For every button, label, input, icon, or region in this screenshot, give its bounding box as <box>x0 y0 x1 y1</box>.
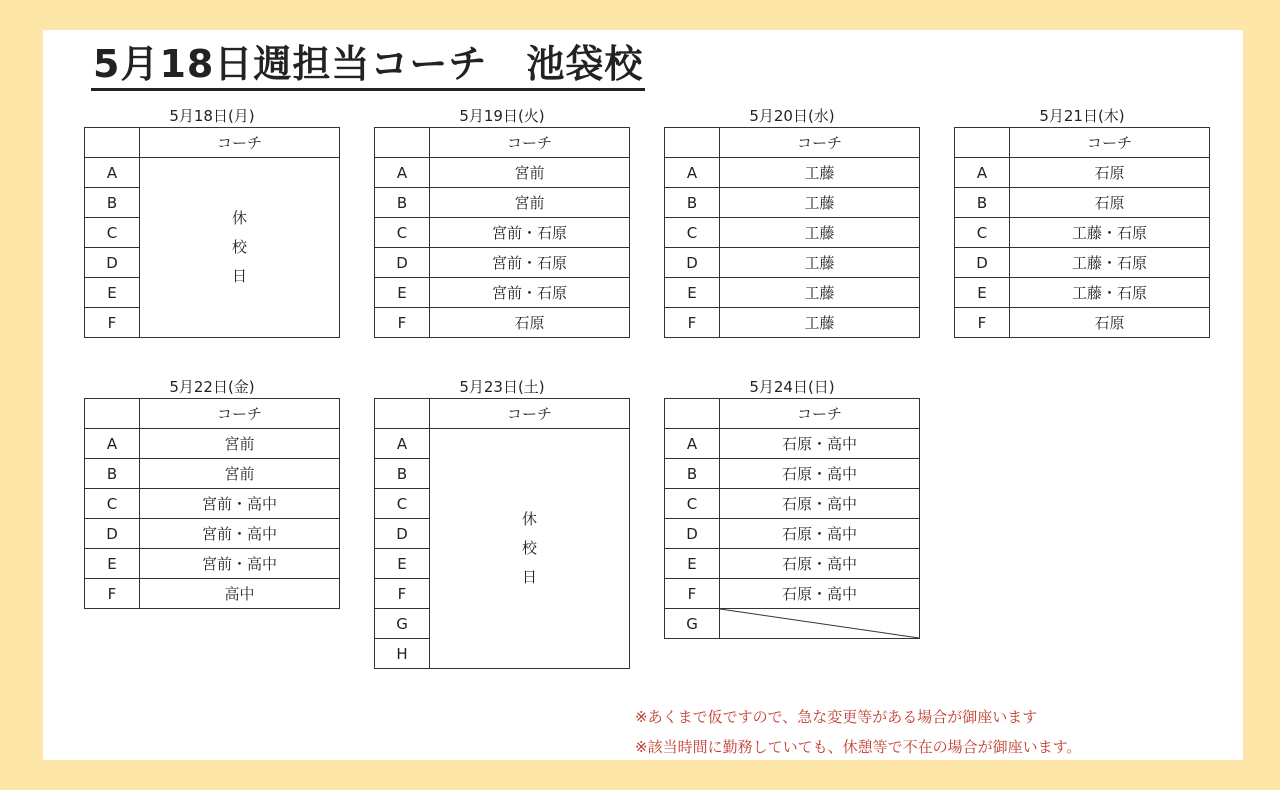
day-label: 5月19日(火) <box>459 107 545 125</box>
closed-day-cell <box>430 429 630 669</box>
day-label: 5月24日(日) <box>749 378 835 396</box>
table-row <box>85 549 340 579</box>
coach-cell: 宮前・高中 <box>140 519 340 549</box>
coach-cell: 宮前・石原 <box>430 278 630 308</box>
slot-label: E <box>955 278 1010 308</box>
header-blank-cell <box>665 128 720 158</box>
slot-label: D <box>375 519 430 549</box>
coach-cell: 石原 <box>1010 188 1210 218</box>
slot-label: A <box>955 158 1010 188</box>
coach-cell: 石原・高中 <box>720 429 920 459</box>
table-row <box>955 308 1210 338</box>
coach-cell: 宮前・高中 <box>140 489 340 519</box>
day-label: 5月23日(土) <box>459 378 545 396</box>
slot-label: B <box>665 188 720 218</box>
slot-label: B <box>665 459 720 489</box>
slot-label: F <box>665 579 720 609</box>
slot-label: D <box>665 248 720 278</box>
slot-label: A <box>665 429 720 459</box>
slot-label: E <box>375 549 430 579</box>
day-schedule <box>664 105 920 338</box>
coach-header: コーチ <box>720 399 920 429</box>
table-row <box>665 248 920 278</box>
slot-label: C <box>85 218 140 248</box>
table-row <box>85 519 340 549</box>
coach-cell: 石原・高中 <box>720 489 920 519</box>
note-1: ※あくまで仮ですので、急な変更等がある場合が御座います <box>635 708 1038 726</box>
slot-label: E <box>85 549 140 579</box>
coach-header: コーチ <box>720 128 920 158</box>
slot-label: B <box>85 188 140 218</box>
slot-label: E <box>665 549 720 579</box>
closed-day-char: 日 <box>231 267 247 285</box>
table-row <box>375 429 630 459</box>
closed-day-char: 校 <box>231 238 247 256</box>
coach-header: コーチ <box>430 399 630 429</box>
coach-header: コーチ <box>1010 128 1210 158</box>
table-row <box>375 158 630 188</box>
slot-label: D <box>85 519 140 549</box>
table-row <box>665 579 920 609</box>
coach-cell: 工藤 <box>720 158 920 188</box>
day-label: 5月22日(金) <box>169 378 255 396</box>
slot-label: A <box>375 158 430 188</box>
coach-cell: 工藤 <box>720 278 920 308</box>
closed-day-char: 休 <box>521 510 537 528</box>
schedule-table <box>374 127 630 338</box>
table-row <box>85 429 340 459</box>
coach-cell: 石原 <box>1010 308 1210 338</box>
table-row <box>375 248 630 278</box>
note-2: ※該当時間に勤務していても、休憩等で不在の場合が御座います。 <box>635 738 1082 756</box>
closed-day-cell <box>140 158 340 338</box>
coach-cell: 工藤 <box>720 188 920 218</box>
coach-header: コーチ <box>140 128 340 158</box>
slot-label: E <box>665 278 720 308</box>
day-schedule <box>664 376 920 639</box>
slot-label: C <box>665 489 720 519</box>
coach-cell: 工藤・石原 <box>1010 278 1210 308</box>
slot-label: C <box>85 489 140 519</box>
table-row <box>665 609 920 639</box>
slot-label: F <box>375 579 430 609</box>
table-row <box>955 188 1210 218</box>
schedule-table <box>374 398 630 669</box>
page-title: 5月18日週担当コーチ 池袋校 <box>91 40 645 91</box>
table-row <box>665 218 920 248</box>
slot-label: C <box>375 489 430 519</box>
slot-label: B <box>85 459 140 489</box>
slot-label: G <box>375 609 430 639</box>
schedule-table <box>84 127 340 338</box>
coach-cell: 宮前・高中 <box>140 549 340 579</box>
coach-header: コーチ <box>430 128 630 158</box>
slot-label: G <box>665 609 720 639</box>
table-row <box>665 188 920 218</box>
table-row <box>665 158 920 188</box>
coach-cell: 宮前・石原 <box>430 218 630 248</box>
slot-label: E <box>85 278 140 308</box>
day-schedule <box>374 376 630 669</box>
table-row <box>85 489 340 519</box>
slot-label: C <box>955 218 1010 248</box>
table-row <box>375 188 630 218</box>
slot-label: A <box>665 158 720 188</box>
slot-label: C <box>665 218 720 248</box>
slot-label: B <box>375 459 430 489</box>
day-label: 5月21日(木) <box>1039 107 1125 125</box>
header-blank-cell <box>85 399 140 429</box>
table-row <box>955 158 1210 188</box>
day-schedule <box>84 105 340 338</box>
coach-cell: 高中 <box>140 579 340 609</box>
header-blank-cell <box>955 128 1010 158</box>
coach-cell: 宮前 <box>140 459 340 489</box>
coach-cell: 工藤・石原 <box>1010 248 1210 278</box>
coach-cell: 工藤 <box>720 248 920 278</box>
header-blank-cell <box>375 399 430 429</box>
closed-day-char: 校 <box>521 539 537 557</box>
coach-cell: 宮前 <box>430 188 630 218</box>
table-row <box>665 429 920 459</box>
schedule-table <box>664 127 920 338</box>
day-label: 5月20日(水) <box>749 107 835 125</box>
slot-label: D <box>85 248 140 278</box>
header-blank-cell <box>375 128 430 158</box>
table-row <box>665 459 920 489</box>
coach-cell: 石原・高中 <box>720 459 920 489</box>
slot-label: H <box>375 639 430 669</box>
slot-label: D <box>375 248 430 278</box>
coach-cell: 石原・高中 <box>720 579 920 609</box>
slot-label: F <box>955 308 1010 338</box>
coach-header: コーチ <box>140 399 340 429</box>
table-row <box>85 459 340 489</box>
slot-label: F <box>85 308 140 338</box>
slot-label: D <box>955 248 1010 278</box>
coach-cell: 工藤 <box>720 308 920 338</box>
table-row <box>665 549 920 579</box>
table-row <box>955 218 1210 248</box>
slot-label: A <box>85 158 140 188</box>
slot-label: D <box>665 519 720 549</box>
day-schedule <box>374 105 630 338</box>
slot-label: B <box>955 188 1010 218</box>
coach-cell: 宮前・石原 <box>430 248 630 278</box>
empty-slot-cell <box>720 609 920 639</box>
slot-label: F <box>375 308 430 338</box>
coach-cell: 石原 <box>1010 158 1210 188</box>
table-row <box>85 158 340 188</box>
table-row <box>85 579 340 609</box>
coach-cell: 工藤・石原 <box>1010 218 1210 248</box>
slot-label: A <box>85 429 140 459</box>
coach-cell: 宮前 <box>430 158 630 188</box>
closed-day-char: 日 <box>521 568 537 586</box>
coach-cell: 石原・高中 <box>720 519 920 549</box>
coach-cell: 石原 <box>430 308 630 338</box>
table-row <box>665 308 920 338</box>
slot-label: F <box>85 579 140 609</box>
slot-label: F <box>665 308 720 338</box>
closed-day-char: 休 <box>231 209 247 227</box>
table-row <box>955 248 1210 278</box>
table-row <box>375 308 630 338</box>
header-blank-cell <box>665 399 720 429</box>
slot-label: B <box>375 188 430 218</box>
header-blank-cell <box>85 128 140 158</box>
table-row <box>375 218 630 248</box>
slot-label: A <box>375 429 430 459</box>
day-label: 5月18日(月) <box>169 107 255 125</box>
coach-cell: 石原・高中 <box>720 549 920 579</box>
schedule-table <box>954 127 1210 338</box>
table-row <box>665 489 920 519</box>
slot-label: C <box>375 218 430 248</box>
schedule-table <box>664 398 920 639</box>
table-row <box>665 278 920 308</box>
day-schedule <box>954 105 1210 338</box>
table-row <box>955 278 1210 308</box>
table-row <box>665 519 920 549</box>
schedule-sheet <box>43 30 1243 760</box>
schedule-table <box>84 398 340 609</box>
diagonal-line <box>720 609 919 638</box>
table-row <box>375 278 630 308</box>
coach-cell: 宮前 <box>140 429 340 459</box>
day-schedule <box>84 376 340 609</box>
coach-cell: 工藤 <box>720 218 920 248</box>
slot-label: E <box>375 278 430 308</box>
